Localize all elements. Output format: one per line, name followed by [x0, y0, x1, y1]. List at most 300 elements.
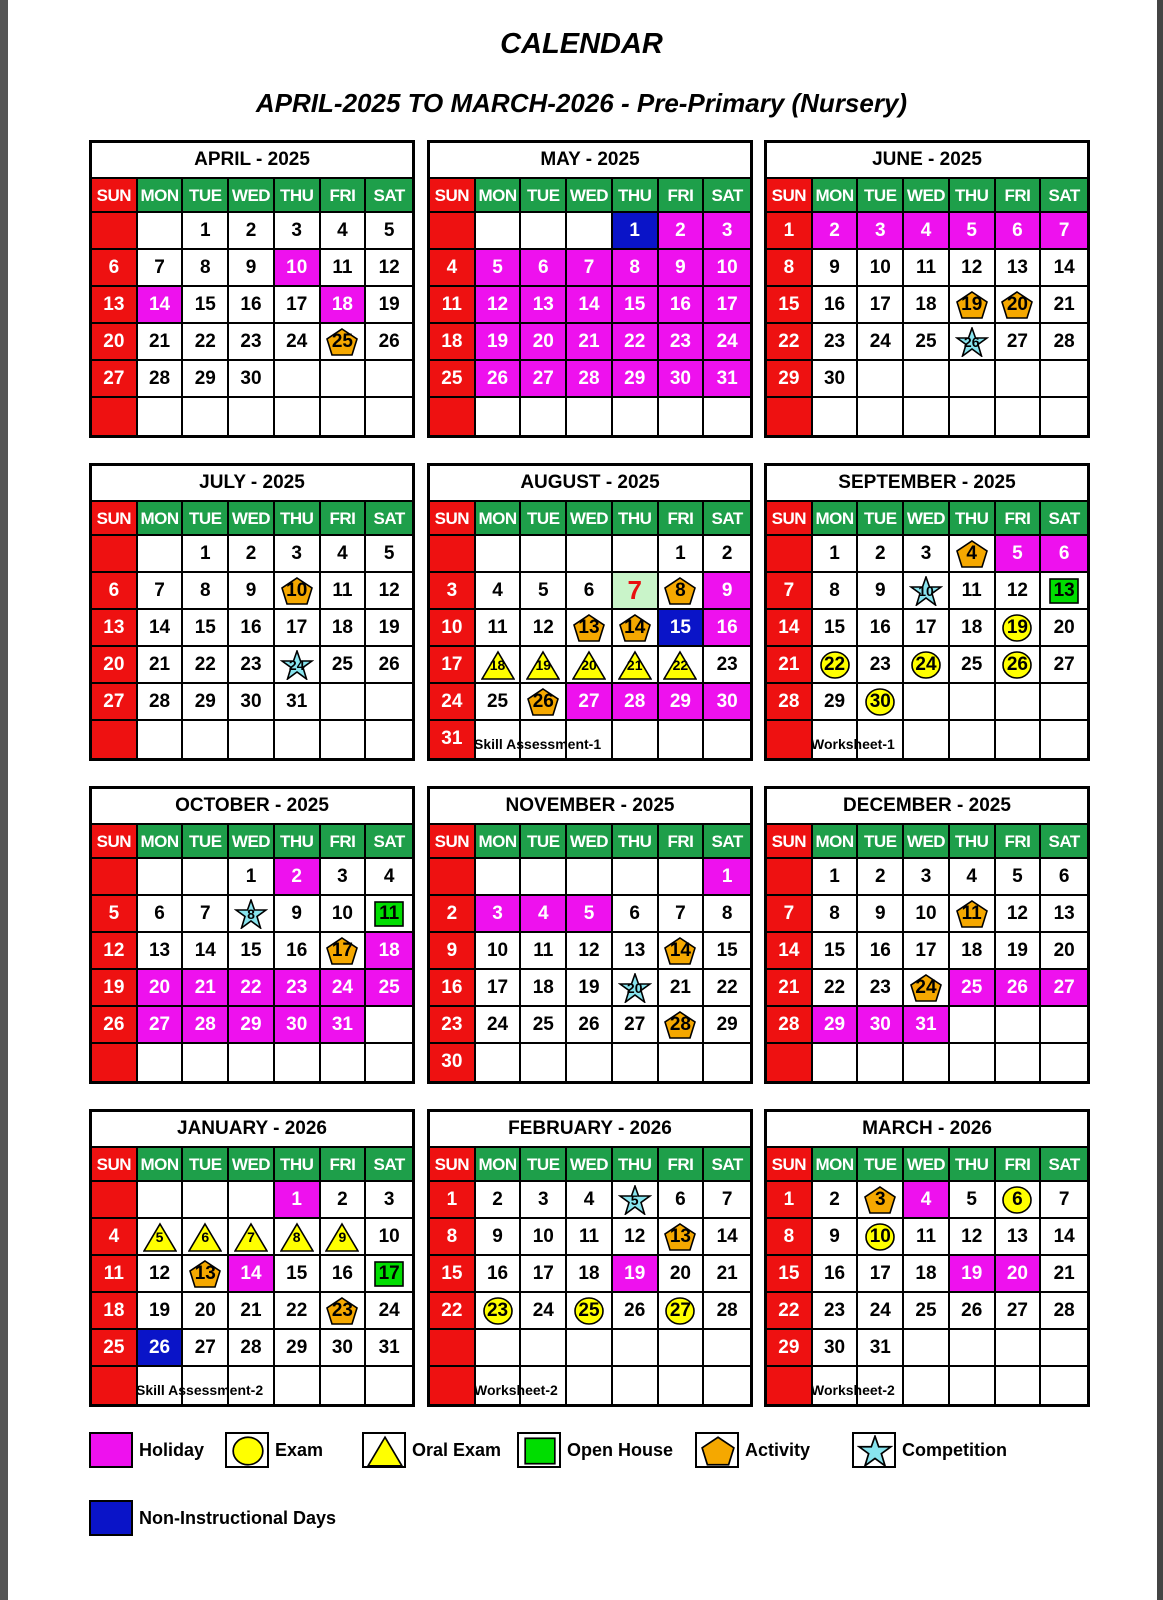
day-number: 13: [103, 294, 125, 315]
day-cell: [858, 970, 904, 1007]
day-cell: [767, 647, 813, 684]
weekday-header: TUE: [521, 825, 567, 859]
day-number: 28: [1053, 331, 1075, 352]
day-cell: [476, 1330, 522, 1367]
day-cell: [366, 1044, 412, 1081]
day-cell: [813, 1330, 859, 1367]
day-cell: [767, 859, 813, 896]
day-cell: [138, 859, 184, 896]
day-cell: [904, 1182, 950, 1219]
day-cell: [92, 1007, 138, 1044]
day-number: 17: [286, 294, 308, 315]
day-cell: [659, 1293, 705, 1330]
day-cell: [950, 1330, 996, 1367]
day-cell: [858, 213, 904, 250]
weekday-header: THU: [613, 1148, 659, 1182]
day-number: 10: [286, 580, 308, 601]
day-cell: [767, 1044, 813, 1081]
day-number: 27: [1006, 1300, 1028, 1321]
day-cell: [229, 684, 275, 721]
day-number: 11: [533, 940, 554, 961]
month-calendar: [764, 463, 1090, 761]
day-cell: [321, 573, 367, 610]
weekday-header: WED: [904, 502, 950, 536]
day-cell: [950, 684, 996, 721]
weekday-header: TUE: [183, 179, 229, 213]
day-cell: [92, 287, 138, 324]
day-cell: [996, 1007, 1042, 1044]
day-number: 27: [148, 1014, 171, 1035]
month-title: SEPTEMBER - 2025: [767, 466, 1087, 502]
day-cell: [321, 398, 367, 435]
day-number: 6: [201, 1229, 210, 1245]
day-number: 12: [532, 617, 554, 638]
day-cell: [183, 721, 229, 758]
day-cell: [813, 398, 859, 435]
day-number: 5: [383, 220, 395, 241]
weekday-header: TUE: [858, 1148, 904, 1182]
day-number: 9: [721, 580, 733, 601]
day-number: 5: [537, 580, 549, 601]
page-title: CALENDAR: [500, 28, 663, 60]
day-number: 16: [240, 617, 262, 638]
day-number: 19: [486, 331, 509, 352]
page-right-edge: [1157, 0, 1163, 1600]
day-number: 28: [148, 368, 171, 389]
day-number: 16: [486, 1263, 509, 1284]
day-cell: [904, 1293, 950, 1330]
day-cell: [813, 647, 859, 684]
day-cell: [813, 859, 859, 896]
day-cell: [659, 1044, 705, 1081]
day-number: 7: [154, 257, 165, 278]
day-number: 10: [441, 617, 463, 638]
month-title: MARCH - 2026: [767, 1112, 1087, 1148]
day-number: 29: [823, 691, 846, 712]
day-number: 9: [245, 580, 257, 601]
day-number: 13: [1053, 580, 1075, 601]
day-cell: [1041, 1219, 1087, 1256]
day-cell: [704, 684, 750, 721]
day-cell: [521, 1044, 567, 1081]
day-cell: [229, 324, 275, 361]
day-cell: [704, 970, 750, 1007]
legend-swatch: [517, 1432, 561, 1468]
day-number: 25: [441, 368, 463, 389]
month-title: OCTOBER - 2025: [92, 789, 412, 825]
legend-label: Activity: [745, 1439, 811, 1460]
day-number: 10: [486, 940, 509, 961]
day-cell: [613, 1044, 659, 1081]
day-cell: [904, 1044, 950, 1081]
month-calendar: [427, 463, 753, 761]
month-grid: [767, 179, 1087, 435]
day-cell: [275, 1182, 321, 1219]
day-cell: [430, 573, 476, 610]
weekday-header: FRI: [996, 179, 1042, 213]
day-cell: [950, 250, 996, 287]
day-number: 1: [783, 1189, 795, 1210]
day-number: 20: [103, 331, 125, 352]
day-cell: [613, 1256, 659, 1293]
day-cell: [858, 610, 904, 647]
day-cell: [183, 970, 229, 1007]
day-number: 10: [918, 583, 934, 599]
day-number: 25: [961, 654, 983, 675]
day-cell: [659, 536, 705, 573]
legend-label: Competition: [902, 1439, 1007, 1460]
day-number: 30: [240, 691, 262, 712]
day-cell: [613, 213, 659, 250]
day-number: 21: [148, 654, 171, 675]
weekday-header: SUN: [92, 179, 138, 213]
day-cell: [567, 1330, 613, 1367]
day-cell: [767, 1219, 813, 1256]
day-number: 6: [583, 580, 595, 601]
day-number: 18: [331, 294, 353, 315]
weekday-header: SUN: [430, 1148, 476, 1182]
day-cell: [476, 859, 522, 896]
day-cell: [858, 1256, 904, 1293]
day-cell: [183, 398, 229, 435]
day-number: 1: [629, 220, 640, 241]
day-cell: [229, 573, 275, 610]
day-cell: [813, 573, 859, 610]
day-cell: [613, 1007, 659, 1044]
day-cell: [613, 324, 659, 361]
day-cell: [704, 896, 750, 933]
day-cell: [321, 1007, 367, 1044]
day-number: 16: [869, 617, 891, 638]
day-number: 20: [1053, 940, 1075, 961]
day-number: 9: [829, 1226, 840, 1247]
day-cell: [1041, 1256, 1087, 1293]
day-cell: [92, 536, 138, 573]
day-cell: [996, 647, 1042, 684]
day-number: 27: [103, 691, 125, 712]
weekday-header: SAT: [1041, 179, 1087, 213]
day-number: 7: [1058, 220, 1070, 241]
weekday-header: SUN: [767, 179, 813, 213]
day-cell: [183, 250, 229, 287]
day-number: 20: [532, 331, 554, 352]
day-number: 14: [194, 940, 216, 961]
day-cell: [858, 1219, 904, 1256]
day-cell: [813, 361, 859, 398]
day-cell: [521, 859, 567, 896]
day-cell: [904, 573, 950, 610]
day-cell: [996, 536, 1042, 573]
day-cell: [92, 573, 138, 610]
day-cell: [430, 361, 476, 398]
day-cell: [430, 1367, 476, 1404]
day-number: 15: [823, 617, 846, 638]
day-cell: [704, 1256, 750, 1293]
day-number: 2: [721, 543, 733, 564]
day-number: 14: [1053, 257, 1075, 278]
day-cell: [183, 1330, 229, 1367]
day-number: 9: [291, 903, 302, 924]
day-cell: [1041, 361, 1087, 398]
day-cell: [767, 933, 813, 970]
day-number: 25: [915, 331, 937, 352]
day-number: 11: [103, 1263, 124, 1284]
day-number: 1: [783, 220, 795, 241]
day-cell: [704, 1293, 750, 1330]
day-cell: [767, 970, 813, 1007]
day-cell: [904, 721, 950, 758]
day-number: 9: [874, 903, 886, 924]
day-cell: [1041, 859, 1087, 896]
day-cell: [138, 896, 184, 933]
day-number: 25: [103, 1337, 125, 1358]
day-cell: [858, 361, 904, 398]
day-number: 18: [915, 294, 937, 315]
day-number: 18: [532, 977, 554, 998]
day-cell: [476, 536, 522, 573]
day-number: 23: [441, 1014, 463, 1035]
day-cell: [767, 1256, 813, 1293]
day-cell: [476, 1293, 522, 1330]
day-number: 21: [240, 1300, 262, 1321]
day-cell: [567, 287, 613, 324]
weekday-header: MON: [476, 1148, 522, 1182]
day-cell: [613, 1293, 659, 1330]
day-cell: [229, 1007, 275, 1044]
day-cell: [996, 610, 1042, 647]
day-number: 17: [915, 940, 937, 961]
day-cell: [613, 896, 659, 933]
day-number: 31: [441, 728, 463, 749]
day-number: 29: [823, 1014, 846, 1035]
day-number: 21: [148, 331, 171, 352]
day-cell: [950, 610, 996, 647]
month-title: FEBRUARY - 2026: [430, 1112, 750, 1148]
oral-exam-triangle-icon: [367, 1435, 403, 1467]
day-cell: [366, 1182, 412, 1219]
day-number: 1: [675, 543, 686, 564]
day-number: 13: [1006, 1226, 1028, 1247]
day-cell: [659, 970, 705, 1007]
day-number: 6: [108, 580, 120, 601]
month-grid: [430, 825, 750, 1081]
day-cell: [659, 287, 705, 324]
day-cell: [476, 684, 522, 721]
day-number: 22: [672, 657, 689, 673]
weekday-header: WED: [229, 1148, 275, 1182]
day-number: 29: [624, 368, 646, 389]
legend-label: Holiday: [139, 1439, 205, 1460]
day-cell: [430, 1219, 476, 1256]
day-number: 24: [915, 977, 937, 998]
day-cell: [138, 721, 184, 758]
day-cell: [430, 398, 476, 435]
day-cell: [521, 361, 567, 398]
day-cell: [275, 213, 321, 250]
day-number: 28: [240, 1337, 262, 1358]
day-cell: [92, 721, 138, 758]
day-cell: [229, 647, 275, 684]
day-number: 8: [675, 580, 686, 601]
day-number: 9: [675, 257, 686, 278]
day-number: 9: [829, 257, 840, 278]
day-cell: [521, 933, 567, 970]
day-number: 8: [783, 257, 795, 278]
day-cell: [183, 287, 229, 324]
day-cell: [767, 721, 813, 758]
day-number: 8: [292, 1229, 301, 1245]
day-cell: [567, 1293, 613, 1330]
day-cell: [92, 361, 138, 398]
day-cell: [813, 213, 859, 250]
day-number: 13: [148, 940, 171, 961]
day-cell: [950, 398, 996, 435]
day-number: 2: [492, 1189, 503, 1210]
day-number: 11: [441, 294, 462, 315]
day-number: 31: [915, 1014, 937, 1035]
day-cell: [321, 1219, 367, 1256]
weekday-header: SAT: [704, 502, 750, 536]
day-cell: [767, 250, 813, 287]
day-number: 8: [199, 580, 211, 601]
day-number: 9: [446, 940, 458, 961]
day-number: 15: [669, 617, 691, 638]
day-cell: [229, 896, 275, 933]
day-number: 30: [286, 1014, 308, 1035]
month-calendar: [427, 140, 753, 438]
day-cell: [767, 361, 813, 398]
day-cell: [767, 536, 813, 573]
day-cell: [858, 684, 904, 721]
day-cell: [813, 1219, 859, 1256]
weekday-header: SUN: [767, 502, 813, 536]
day-number: 24: [532, 1300, 554, 1321]
month-calendar: [427, 786, 753, 1084]
day-cell: [767, 1367, 813, 1404]
day-cell: [321, 647, 367, 684]
day-cell: [567, 361, 613, 398]
day-cell: [1041, 1293, 1087, 1330]
day-cell: [704, 1044, 750, 1081]
day-cell: [229, 933, 275, 970]
day-cell: [521, 1182, 567, 1219]
day-cell: [521, 1330, 567, 1367]
day-cell: [1041, 610, 1087, 647]
day-number: 6: [1012, 1189, 1023, 1210]
day-cell: [613, 970, 659, 1007]
day-cell: [813, 933, 859, 970]
day-number: 28: [624, 691, 646, 712]
day-number: 18: [578, 1263, 600, 1284]
day-number: 7: [154, 580, 165, 601]
day-cell: [521, 287, 567, 324]
day-number: 23: [240, 331, 262, 352]
day-cell: [366, 1256, 412, 1293]
day-cell: [430, 1293, 476, 1330]
day-cell: [430, 896, 476, 933]
day-cell: [950, 970, 996, 1007]
day-cell: [996, 1367, 1042, 1404]
day-number: 16: [286, 940, 308, 961]
day-cell: [659, 684, 705, 721]
day-cell: [321, 1293, 367, 1330]
weekday-header: MON: [476, 179, 522, 213]
day-number: 7: [199, 903, 211, 924]
day-number: 2: [675, 220, 686, 241]
day-cell: [613, 721, 659, 758]
day-number: 14: [240, 1263, 262, 1284]
day-number: 19: [624, 1263, 646, 1284]
day-cell: [858, 1330, 904, 1367]
weekday-header: TUE: [183, 825, 229, 859]
day-cell: [138, 398, 184, 435]
day-cell: [183, 1182, 229, 1219]
day-number: 14: [578, 294, 600, 315]
day-cell: [704, 324, 750, 361]
day-cell: [430, 721, 476, 758]
day-cell: [521, 1293, 567, 1330]
day-cell: [92, 933, 138, 970]
day-number: 31: [869, 1337, 891, 1358]
day-cell: [275, 684, 321, 721]
day-number: 24: [915, 654, 937, 675]
day-cell: [275, 250, 321, 287]
weekday-header: WED: [904, 1148, 950, 1182]
weekday-header: WED: [567, 502, 613, 536]
day-cell: [950, 1219, 996, 1256]
day-number: 6: [1012, 220, 1023, 241]
day-number: 26: [378, 331, 400, 352]
day-number: 3: [721, 220, 733, 241]
day-cell: [996, 361, 1042, 398]
day-number: 29: [286, 1337, 308, 1358]
legend-oral-exam: [362, 1432, 501, 1468]
day-cell: [92, 1256, 138, 1293]
day-number: 20: [194, 1300, 216, 1321]
day-cell: [767, 1182, 813, 1219]
day-cell: [704, 573, 750, 610]
day-cell: [904, 250, 950, 287]
day-number: 10: [532, 1226, 554, 1247]
day-number: 12: [624, 1226, 646, 1247]
day-number: 19: [378, 617, 400, 638]
day-number: 15: [240, 940, 262, 961]
day-number: 30: [669, 368, 691, 389]
day-cell: [613, 859, 659, 896]
legend-label: Oral Exam: [412, 1439, 502, 1460]
day-cell: [275, 933, 321, 970]
weekday-header: TUE: [521, 179, 567, 213]
day-number: 31: [331, 1014, 353, 1035]
day-number: 23: [240, 654, 262, 675]
day-cell: [138, 1007, 184, 1044]
day-cell: [476, 1219, 522, 1256]
day-number: 6: [1058, 866, 1070, 887]
legend-holiday: [89, 1432, 204, 1468]
day-cell: [704, 1330, 750, 1367]
day-cell: [183, 933, 229, 970]
day-cell: [521, 1219, 567, 1256]
day-number: 13: [532, 294, 554, 315]
weekday-header: TUE: [858, 179, 904, 213]
day-cell: [950, 1007, 996, 1044]
month-grid: [430, 179, 750, 435]
day-cell: [430, 1007, 476, 1044]
day-number: 12: [961, 257, 983, 278]
weekday-header: SAT: [366, 502, 412, 536]
day-cell: [858, 324, 904, 361]
day-number: 12: [961, 1226, 983, 1247]
